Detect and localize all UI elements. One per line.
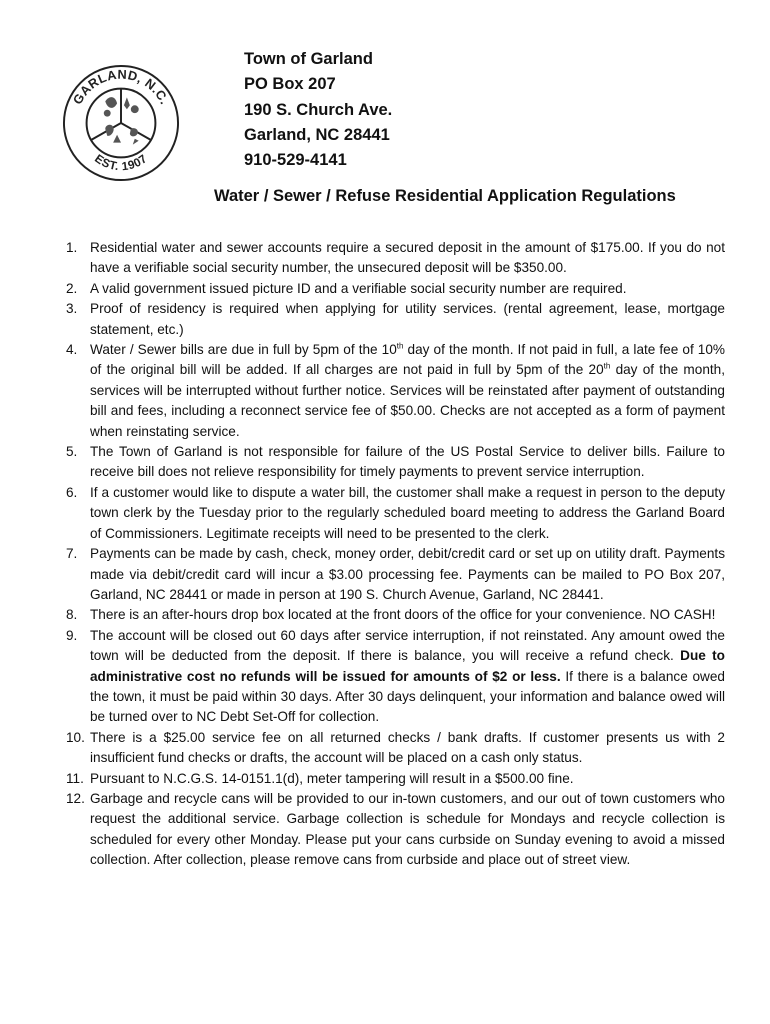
svg-text:EST. 1907: EST. 1907	[92, 151, 150, 174]
item-text: Pursuant to N.C.G.S. 14-0151.1(d), meter tampering will result in a $500.00 fine.	[90, 770, 574, 786]
regulations-list	[66, 238, 725, 871]
regulation-item	[66, 626, 725, 728]
item-number: 8.	[66, 607, 78, 623]
regulation-item	[66, 299, 725, 340]
address-line: 190 S. Church Ave.	[244, 100, 393, 119]
item-text: A valid government issued picture ID and a verifiable social security number are required.	[90, 280, 627, 296]
item-text: Payments can be made by cash, check, money order, debit/credit card or set up on utility draft. Payments made via debit/credit card will incur a $3.00 processing fee. Payments can be mailed to PO Box 207, Garland, NC 28441 or made in person at 190 S. Church Avenue, Garland, NC 28441.	[90, 546, 725, 602]
regulation-item	[66, 442, 725, 483]
item-text: There is a $25.00 service fee on all returned checks / bank drafts. If customer presents us with 2 insufficient fund checks or drafts, the account will be placed on a cash only status.	[90, 729, 725, 766]
item-number: 11.	[66, 770, 84, 786]
document-title: Water / Sewer / Refuse Residential Application Regulations	[214, 187, 676, 205]
item-number: 12.	[66, 790, 85, 806]
item-text: Water / Sewer bills are due in full by 5pm of the 10th day of the month. If not paid in full, a late fee of 10% of the original bill will be added. If all charges are not paid in full by 5pm of the 20th day of the month, services will be interrupted without further notice. Services will be reinstated after payment of outstanding bill and fees, including a reconnect service fee of $50.00. Checks are not accepted as a form of payment when reinstating service.	[90, 341, 725, 439]
regulation-item	[66, 789, 725, 871]
item-text: Residential water and sewer accounts require a secured deposit in the amount of $175.00. If you do not have a verifiable social security number, the unsecured deposit will be $350.00.	[90, 240, 725, 276]
regulation-item	[66, 279, 725, 299]
item-number: 4.	[66, 342, 78, 358]
item-number: 3.	[66, 301, 78, 317]
item-number: 5.	[66, 444, 78, 460]
address-line: PO Box 207	[244, 75, 336, 94]
item-number: 10.	[66, 729, 85, 745]
item-number: 9.	[66, 627, 78, 643]
regulation-item	[66, 728, 725, 769]
regulation-item	[66, 340, 725, 442]
svg-text:GARLAND, N.C.: GARLAND, N.C.	[69, 66, 173, 107]
item-text: If a customer would like to dispute a water bill, the customer shall make a request in person to the deputy town clerk by the Tuesday prior to the regularly scheduled board meeting to address the Garland Board of Commissioners. Legitimate receipts will need to be presented to the clerk.	[90, 484, 725, 541]
item-number: 1.	[66, 240, 78, 255]
no-refund-notice: Due to administrative cost no refunds will be issued for amounts of $2 or less.	[90, 648, 725, 684]
item-text: There is an after-hours drop box located at the front doors of the office for your convenience. NO CASH!	[90, 607, 716, 623]
address-line: 910-529-4141	[244, 151, 347, 170]
regulation-item	[66, 483, 725, 544]
regulation-item	[66, 238, 725, 279]
item-text: The account will be closed out 60 days after service interruption, if not reinstated. Any amount owed the town will be deducted from the deposit. If there is balance, you will receive a refund check. Due to administrative cost no refunds will be issued for amounts of $2 or less. If there is a balance owed the town, it must be paid within 30 days. After 30 days delinquent, your information and balance owed will be turned over to NC Debt Set-Off for collection.	[90, 627, 725, 725]
town-seal-logo	[62, 64, 180, 182]
item-number: 6.	[66, 484, 78, 500]
address-line: Town of Garland	[244, 50, 373, 68]
item-text: Proof of residency is required when applying for utility services. (rental agreement, lease, mortgage statement, etc.)	[90, 301, 725, 337]
item-text: The Town of Garland is not responsible for failure of the US Postal Service to deliver bills. Failure to receive bill does not relieve responsibility for timely payments to prevent service interruption.	[90, 444, 725, 480]
address-line: Garland, NC 28441	[244, 125, 390, 144]
item-number: 2.	[66, 280, 78, 296]
item-text: Garbage and recycle cans will be provided to our in-town customers, and our out of town customers who request the additional service. Garbage collection is schedule for Mondays and recycle collection is scheduled for every other Monday. Please put your cans curbside on Sunday evening to avoid a missed collection. After collection, please remove cans from curbside and place out of street view.	[90, 790, 725, 868]
item-number: 7.	[66, 546, 78, 562]
town-address-block	[244, 47, 392, 173]
regulation-item	[66, 605, 725, 625]
regulation-item	[66, 769, 725, 789]
regulation-item	[66, 544, 725, 605]
